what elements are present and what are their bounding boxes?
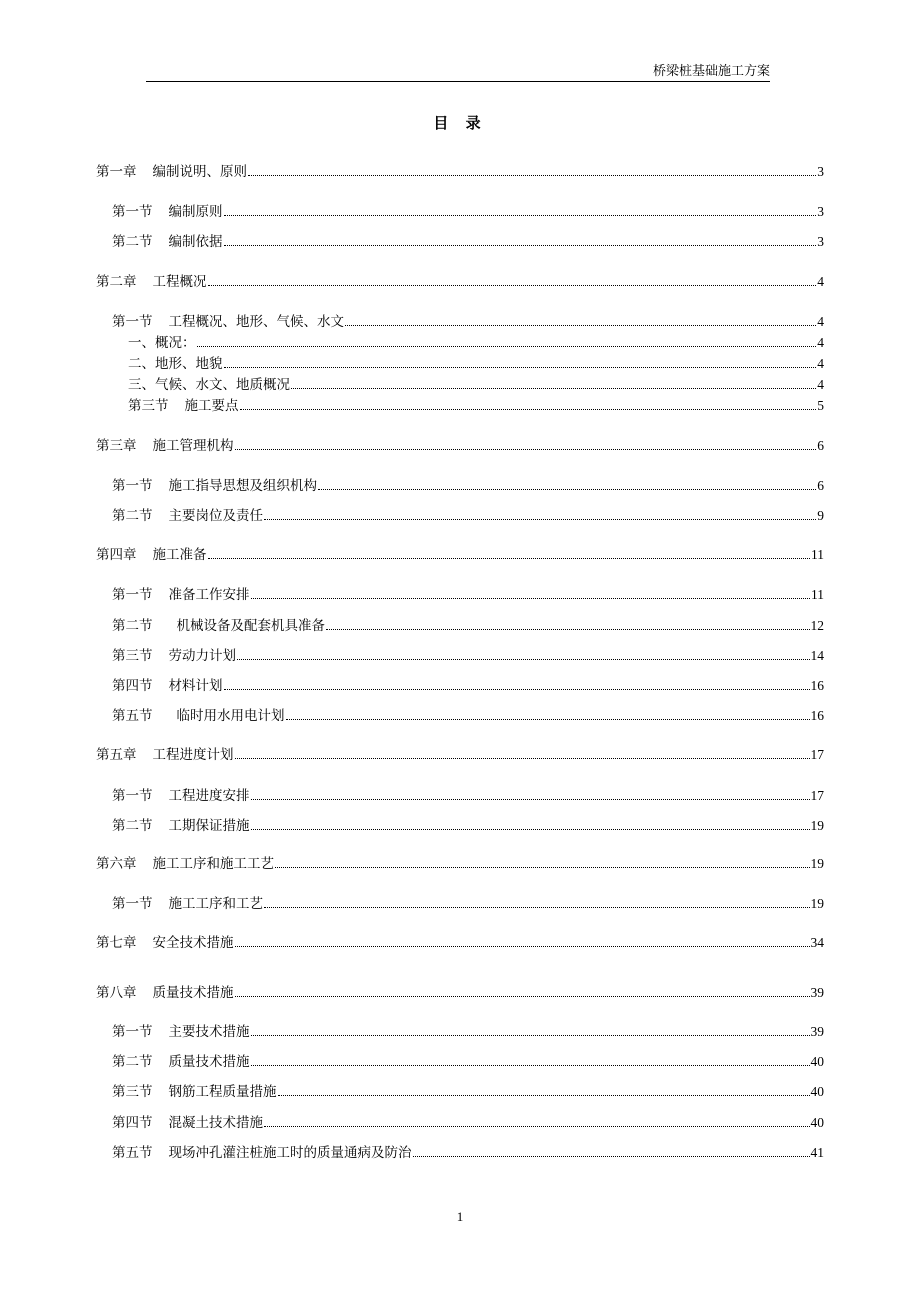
toc-entry-chapter-5[interactable]: 第五章 工程进度计划 17 [96, 747, 824, 763]
leader-dots [235, 449, 817, 450]
header-title: 桥梁桩基础施工方案 [652, 64, 770, 79]
leader-dots [208, 558, 811, 559]
toc-entry-section[interactable]: 第一节 编制原则 3 [112, 204, 824, 220]
leader-dots [264, 907, 810, 908]
toc-entry-section[interactable]: 第二节 编制依据 3 [112, 234, 824, 250]
toc-entry-chapter-8[interactable]: 第八章 质量技术措施 39 [96, 985, 824, 1001]
leader-dots [251, 598, 811, 599]
toc-entry-section[interactable]: 第一节 施工指导思想及组织机构 6 [112, 478, 824, 494]
toc-entry-section[interactable]: 第一节 施工工序和工艺 19 [112, 896, 824, 912]
toc-entry-section[interactable]: 第二节 工期保证措施 19 [112, 818, 824, 834]
toc-entry-section[interactable]: 第一节 主要技术措施 39 [112, 1024, 824, 1040]
leader-dots [240, 409, 817, 410]
toc-entry-section[interactable]: 第二节 质量技术措施 40 [112, 1054, 824, 1070]
leader-dots [224, 215, 817, 216]
header-rule [146, 81, 770, 82]
toc-entry-chapter-6[interactable]: 第六章 施工工序和施工工艺 19 [96, 856, 824, 872]
toc-entry-section[interactable]: 第三节 钢筋工程质量措施 40 [112, 1084, 824, 1100]
leader-dots [224, 689, 810, 690]
leader-dots [286, 719, 810, 720]
toc-entry-section[interactable]: 第二节 主要岗位及责任 9 [112, 508, 824, 524]
toc-entry-section[interactable]: 第一节 准备工作安排 11 [112, 587, 824, 603]
leader-dots [208, 285, 817, 286]
toc-title: 目 录 [433, 114, 487, 132]
toc-entry-subsection[interactable]: 三、气候、水文、地质概况 4 [128, 377, 824, 393]
leader-dots [251, 1035, 810, 1036]
leader-dots [248, 175, 816, 176]
leader-dots [251, 1065, 810, 1066]
leader-dots [251, 799, 810, 800]
leader-dots [275, 867, 810, 868]
toc-entry-chapter-3[interactable]: 第三章 施工管理机构 6 [96, 438, 824, 454]
leader-dots [264, 519, 816, 520]
toc-entry-section[interactable]: 第五节 临时用水用电计划 16 [112, 708, 824, 724]
leader-dots [326, 629, 810, 630]
toc-entry-chapter-4[interactable]: 第四章 施工准备 11 [96, 547, 824, 563]
leader-dots [237, 659, 810, 660]
leader-dots [251, 829, 810, 830]
toc-entry-section[interactable]: 第五节 现场冲孔灌注桩施工时的质量通病及防治 41 [112, 1145, 824, 1161]
toc-entry-section[interactable]: 第一节 工程进度安排 17 [112, 788, 824, 804]
leader-dots [235, 996, 810, 997]
leader-dots [413, 1156, 810, 1157]
leader-dots [235, 946, 810, 947]
leader-dots [345, 325, 816, 326]
toc-entry-section[interactable]: 第四节 材料计划 16 [112, 678, 824, 694]
toc-entry-subsection[interactable]: 一、概况： 4 [128, 335, 824, 351]
toc-entry-subsection[interactable]: 二、地形、地貌 4 [128, 356, 824, 372]
leader-dots [291, 388, 816, 389]
toc-entry-section[interactable]: 第一节 工程概况、地形、气候、水文 4 [112, 314, 824, 330]
toc-entry-section[interactable]: 第四节 混凝土技术措施 40 [112, 1115, 824, 1131]
leader-dots [235, 758, 810, 759]
leader-dots [278, 1095, 810, 1096]
toc-entry-chapter-1[interactable]: 第一章 编制说明、原则 3 [96, 164, 824, 180]
leader-dots [264, 1126, 810, 1127]
toc-entry-chapter-7[interactable]: 第七章 安全技术措施 34 [96, 935, 824, 951]
toc-entry-section[interactable]: 第三节 劳动力计划 14 [112, 648, 824, 664]
page-number: 1 [456, 1209, 464, 1224]
toc-entry-section[interactable]: 第三节 施工要点 5 [128, 398, 824, 414]
toc-entry-chapter-2[interactable]: 第二章 工程概况 4 [96, 274, 824, 290]
leader-dots [224, 245, 817, 246]
leader-dots [318, 489, 816, 490]
leader-dots [224, 367, 817, 368]
toc-entry-section[interactable]: 第二节 机械设备及配套机具准备 12 [112, 618, 824, 634]
leader-dots [197, 346, 817, 347]
